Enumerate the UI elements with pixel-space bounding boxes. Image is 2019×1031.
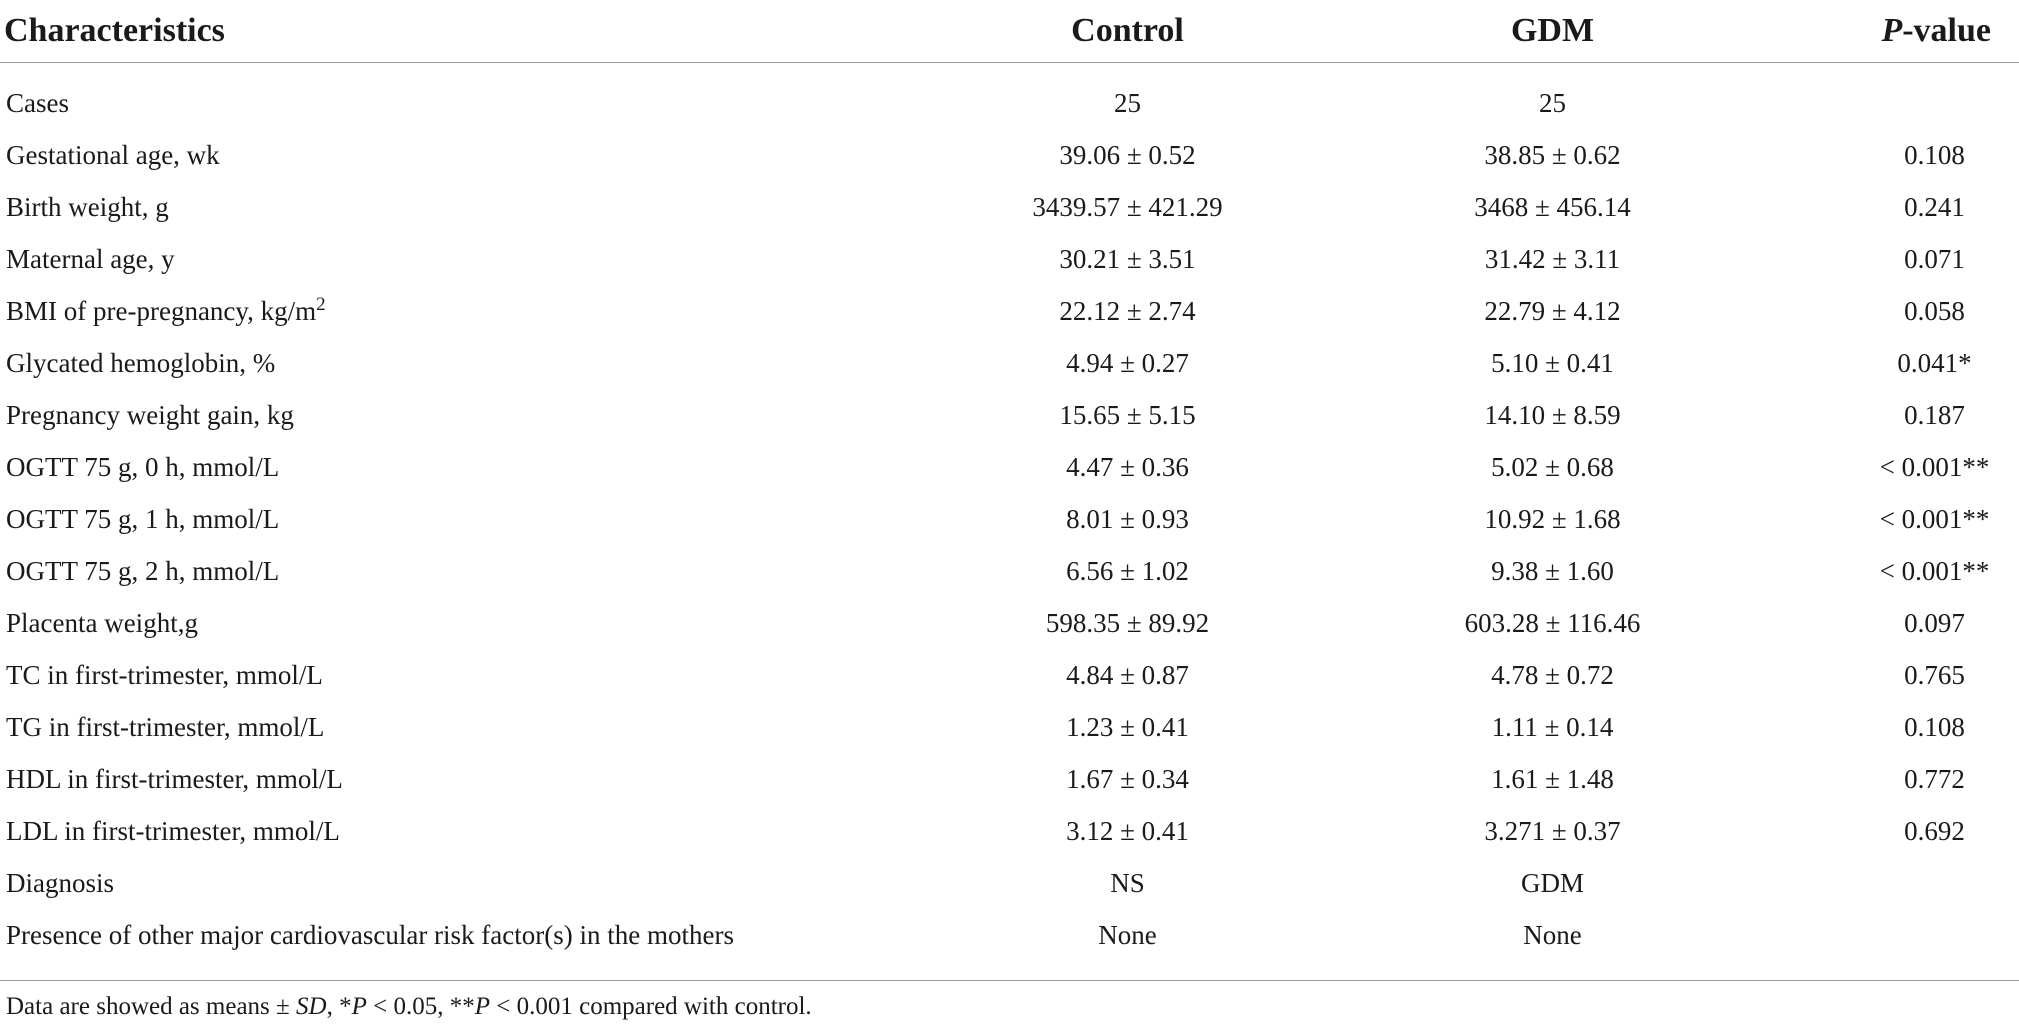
cell-characteristic: TC in first-trimester, mmol/L [6,659,323,690]
cell-characteristic-text: BMI of pre-pregnancy, kg/m [6,295,317,326]
cell-gdm: 5.02 ± 0.68 [1491,451,1614,482]
cell-characteristic: Birth weight, g [6,191,169,222]
table-row [0,441,2019,493]
footnote-text: < 0.001 compared with control. [490,993,812,1020]
header-pvalue-p: P [1881,12,1903,49]
cell-characteristic: Diagnosis [6,867,114,898]
table-row [0,545,2019,597]
table-footnote [6,993,812,1021]
table-row [0,129,2019,181]
footnote-text: < 0.05, ** [366,993,475,1020]
table-bottom-rule [0,980,2019,981]
cell-control: 598.35 ± 89.92 [1045,607,1210,638]
cell-control: NS [1110,867,1145,898]
cell-gdm: 1.11 ± 0.14 [1491,711,1614,742]
cell-gdm: 9.38 ± 1.60 [1491,555,1614,586]
cell-control: 6.56 ± 1.02 [1066,555,1189,586]
cell-control: 3.12 ± 0.41 [1066,815,1189,846]
table-row [0,909,2019,961]
footnote-text: Data are showed as means ± [6,993,297,1020]
cell-pvalue: 0.097 [1904,607,1965,638]
superscript-exponent: 2 [316,293,326,315]
cell-gdm: 31.42 ± 3.11 [1484,243,1621,274]
cell-pvalue: < 0.001** [1879,451,1990,482]
cell-characteristic: Cases [6,87,69,118]
table-row [0,389,2019,441]
cell-gdm: 14.10 ± 8.59 [1484,399,1621,430]
table-row [0,337,2019,389]
header-pvalue-suffix: -value [1902,12,1991,49]
table-body [0,77,2019,961]
cell-pvalue [1810,77,2019,129]
footnote-sd: SD [296,993,327,1020]
cell-characteristic: OGTT 75 g, 1 h, mmol/L [6,503,280,534]
table-row [0,493,2019,545]
cell-characteristic: OGTT 75 g, 0 h, mmol/L [6,451,280,482]
cell-gdm: 3.271 ± 0.37 [1484,815,1621,846]
cell-pvalue: 0.692 [1904,815,1965,846]
cell-pvalue [1810,909,2019,961]
cell-characteristic: Placenta weight,g [6,607,198,638]
table-row [0,805,2019,857]
cell-control: 25 [1114,87,1141,118]
cell-pvalue: 0.108 [1904,139,1965,170]
cell-control: 3439.57 ± 421.29 [1032,191,1223,222]
footnote-text: , * [326,993,352,1020]
header-gdm: GDM [1255,0,1810,63]
cell-control: 4.94 ± 0.27 [1066,347,1189,378]
header-control: Control [1000,0,1255,63]
cell-control: 15.65 ± 5.15 [1059,399,1196,430]
table-header [0,0,2019,77]
cell-control: 39.06 ± 0.52 [1059,139,1196,170]
cell-control: 22.12 ± 2.74 [1059,295,1196,326]
table-row [0,649,2019,701]
cell-characteristic [0,285,1000,337]
cell-gdm: 603.28 ± 116.46 [1464,607,1641,638]
cell-pvalue: 0.058 [1904,295,1965,326]
cell-characteristic: Presence of other major cardiovascular risk factor(s) in the mothers [6,919,734,950]
cell-characteristic: OGTT 75 g, 2 h, mmol/L [6,555,280,586]
cell-gdm: 25 [1539,87,1566,118]
cell-control: 8.01 ± 0.93 [1066,503,1189,534]
cell-control: 4.84 ± 0.87 [1066,659,1189,690]
cell-gdm: 5.10 ± 0.41 [1491,347,1614,378]
cell-pvalue: 0.241 [1904,191,1965,222]
cell-gdm: GDM [1520,867,1584,898]
cell-characteristic: Pregnancy weight gain, kg [6,399,294,430]
cell-pvalue: 0.765 [1904,659,1965,690]
cell-pvalue: 0.772 [1904,763,1965,794]
header-pvalue [1810,0,2019,63]
cell-pvalue: 0.041* [1897,347,1972,378]
cell-gdm: 4.78 ± 0.72 [1491,659,1614,690]
cell-characteristic: TG in first-trimester, mmol/L [6,711,325,742]
cell-characteristic: LDL in first-trimester, mmol/L [6,815,340,846]
cell-control: 1.67 ± 0.34 [1066,763,1189,794]
cell-gdm: 22.79 ± 4.12 [1484,295,1621,326]
header-row [0,0,2019,63]
table-row [0,233,2019,285]
cell-control: 30.21 ± 3.51 [1059,243,1196,274]
table-row [0,753,2019,805]
cell-pvalue [1810,857,2019,909]
cell-control: 1.23 ± 0.41 [1066,711,1189,742]
cell-gdm: None [1523,919,1582,950]
table-row [0,285,2019,337]
table-row [0,857,2019,909]
cell-control: 4.47 ± 0.36 [1066,451,1189,482]
cell-characteristic: Glycated hemoglobin, % [6,347,276,378]
cell-gdm: 3468 ± 456.14 [1474,191,1631,222]
footnote-p-symbol: P [474,993,490,1020]
footnote-p-symbol: P [351,993,367,1020]
cell-gdm: 38.85 ± 0.62 [1484,139,1621,170]
cell-pvalue: 0.071 [1904,243,1965,274]
cell-gdm: 1.61 ± 1.48 [1491,763,1614,794]
table-row [0,77,2019,129]
table-row [0,597,2019,649]
table-row [0,181,2019,233]
cell-pvalue: 0.187 [1904,399,1965,430]
cell-pvalue: < 0.001** [1879,555,1990,586]
cell-control: None [1098,919,1157,950]
cell-pvalue: 0.108 [1904,711,1965,742]
cell-pvalue: < 0.001** [1879,503,1990,534]
table-row [0,701,2019,753]
cell-gdm: 10.92 ± 1.68 [1484,503,1621,534]
header-characteristics: Characteristics [0,0,1000,63]
cell-characteristic: HDL in first-trimester, mmol/L [6,763,343,794]
cell-characteristic: Gestational age, wk [6,139,220,170]
cell-characteristic: Maternal age, y [6,243,175,274]
